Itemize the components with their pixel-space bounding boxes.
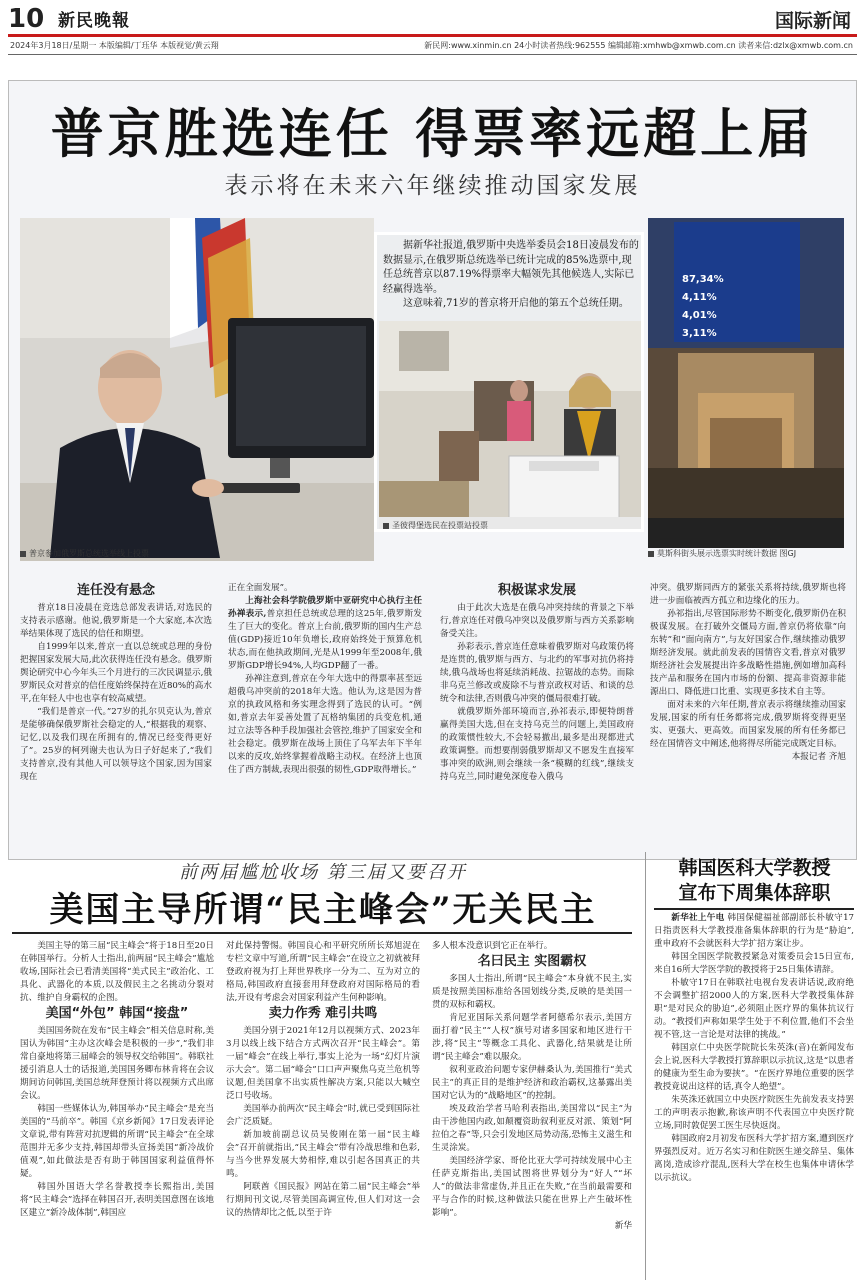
header-rule <box>8 34 857 37</box>
lead-column-2: 正在全面发展”。 上海社会科学院俄罗斯中亚研究中心执行主任孙禅表示,普京担任总统或总理的这25年,俄罗斯发生了巨大的变化。普京上台前,俄罗斯的国内生产总值(GDP)接近10年负增长,政府始终处于预算危机状态,而在他执政期间,光是从1999年至2008年,俄罗斯GDP增长94%,人均GDP翻了一番。 孙禅注意到,普京在今年大选中的得票率甚至远超俄乌冲突前的2018年大选。他认为,这是因为普京的执政风格和务实理念得到了选民的认可。“例如,普京去年妥善处置了瓦格纳集团的兵变危机,通过立法等各种手段加强社会管控,维护了国家安全和社会稳定。俄罗斯在战场上顶住了乌军去年下半年以来的反攻,始终掌握着战略主动权。在经济上也顶住了西方制裁,表现出很强的韧性,GDP取得增长。” <box>228 583 422 775</box>
section-heading-2: 积极谋求发展 <box>497 583 576 598</box>
story2-byline: 新华 <box>614 1221 632 1231</box>
polling-station-photo <box>379 321 641 531</box>
story2-column-3: 多人根本没意识到它正在举行。 名曰民主 实图霸权 多国人士指出,所谓“民主峰会”本身就不民主,实质是按照美国标准给各国划线分类,反映的是美国一贯的双标和霸权。 肯尼亚国际关系问题学者阿德希尔表示,美国方面打着“民主”“人权”旗号对诸多国家和地区进行干涉,将“民主”等概念工具化、武器化,结果就是让所谓“民主峰会”难以服众。 叙利亚政治问题专家伊赫桑认为,美国推行“美式民主”的真正目的是维护经济和政治霸权,这暴露出美国对它认为的“战略地区”的控制。 埃及政治学者马哈利表指出,美国常以“民主”为由干涉他国内政,如颠覆资助叙利亚反对派、策划“阿拉伯之春”等,只会引发地区局势动荡,恐怖主义滋生和生灵涂炭。 美国经济学家、哥伦比亚大学可持续发展中心主任萨克斯指出,美国试图将世界划分为“好人”“坏人”的做法非常虚伪,并且正在失败,“在当前最需要和平与合作的时候,这种做法只能在世界上产生破坏性影响”。 新华 <box>432 941 632 1231</box>
moscow-screen-photo <box>648 218 844 548</box>
story2-headline: 美国主导所谓“民主峰会”无关民主 <box>49 890 597 930</box>
story2-column-2: 对此保持警惕。韩国良心和平研究所所长郑旭浞在专栏文章中写道,所谓“民主峰会”在设立之初就被拜登政府视为打上拜世界秩序一分为二、互为对立的格局,韩国政府直接套用拜登政府对国际格局的看法,开设有考虑会对国家利益产生何种影响。 卖力作秀 难引共鸣 美国分别于2021年12月以视频方式、2023年3月以线上线下结合方式两次召开“民主峰会”。第一届“峰会”在线上举行,事实上沦为一场“幻灯片演示大会”。第二届“峰会”口口声声聚焦乌克兰危机等议题,但美国拿不出实质性解决方案,只能以大喊空泛口号收场。 美国举办前两次“民主峰会”时,就已受到国际社会广泛质疑。 新加坡前副总议员吴俊刚在第一届“民主峰会”召开前就指出,“民主峰会”带有冷战思维和色彩,与当今世界发展大势相悖,难以引起各国真正的共鸣。 阿联酋《国民报》网站在第二届“民主峰会”举行期间刊文说,尽管美国高调宣传,但人们对这一会议的热情却比之低,以至于许 <box>226 941 420 1218</box>
screen-result-3: 4,01% <box>682 310 717 321</box>
screen-result-4: 3,11% <box>682 328 717 339</box>
caption-right: 莫斯科街头展示选票实时统计数据 图GJ <box>648 548 796 559</box>
page-number: 10 <box>8 4 45 34</box>
story2-kicker: 前两届尴尬收场 第三届又要召开 <box>179 862 467 883</box>
story3-rule <box>654 908 854 910</box>
byline: 本报记者 齐旭 <box>791 752 846 762</box>
story2-section-2: 卖力作秀 难引共鸣 <box>268 1006 378 1021</box>
story3-headline: 韩国医科大学教授 宣布下周集体辞职 <box>678 857 831 904</box>
caption-left: 普京参加俄罗斯总统选举线上投票 <box>20 548 149 559</box>
lead-subheadline: 表示将在未来六年继续推动国家发展 <box>224 173 641 199</box>
screen-result-1: 87,34% <box>682 274 724 285</box>
section-heading-1: 连任没有悬念 <box>76 583 155 598</box>
story2-section-1: 美国“外包” 韩国“接盘” <box>45 1006 189 1021</box>
edition-meta: 2024年3月18日/星期一 本版编辑/丁珏华 本版视觉/黄云翔 <box>10 41 219 50</box>
section-title: 国际新闻 <box>774 10 851 32</box>
putin-voting-photo <box>20 218 374 561</box>
story3-column: 新华社上午电 韩国保健福祉部副部长朴敏守17日指责医科大学教授准备集体辞职的行为是“胁迫”,重申政府不会就医科大学扩招方案让步。 韩国全国医学院教授紧急对策委员会15日宣布,来自16所大学医学院的教授将于25日集体请辞。 朴敏守17日在韩联社电视台发表讲话说,政府绝不会调整扩招2000人的方案,医科大学教授集体辞职“是对民众的胁迫”,必须阻止医疗界的集体抗议行动。“教授们声称如果学生处于不利位置,他们不会坐视不管,这一言论是对法律的挑战。” 韩国京仁中央医学院院长朱英洙(音)在新闻发布会上说,医科大学教授打算辞职以示抗议,这是“以患者的健康为至生命为要挟”。“在医疗界地位重要的医学教授竟说出这样的话,真令人绝望”。 朱英洙还就国立中央医疗院医生先前发表支持罢工的声明表示抱歉,称该声明不代表国立中央医疗院立场,同时敦促罢工医生尽快返岗。 韩国政府2月初发布医科大学扩招方案,遭到医疗界强烈反对。近万名实习和住院医生递交辞呈、集体离岗,造成诊疗混乱,医科大学在校生也集体申请休学以示抗议。 <box>654 913 854 1183</box>
contact-meta: 新民网:www.xinmin.cn 24小时读者热线:962555 编辑邮箱:xmhwb@xmwb.com.cn 读者来信:dzlx@xmwb.com.cn <box>424 41 853 50</box>
masthead-logo: 新民晚報 <box>58 11 130 31</box>
screen-result-2: 4,11% <box>682 292 717 303</box>
lead-column-3: 积极谋求发展 由于此次大选是在俄乌冲突持续的背景之下举行,普京连任对俄乌冲突以及俄罗斯与西方关系影响备受关注。 孙彩表示,普京连任意味着俄罗斯对乌政策仍将是连贯的,俄罗斯与西方、与北约的军事对抗仍将持续,俄乌战场也将延续消耗战、拉锯战的态势。而除非乌克兰修改或废除不与普京政权对话、和谈的总统令和法律,否则俄乌冲突的僵局很难打破。 就俄罗斯外部环境而言,孙祁表示,即便特朗普赢得美国大选,但在支持乌克兰的问题上,美国政府的政策惯性较大,不会轻易撤出,最多是出现都进式政策调整。而想要削弱俄罗斯却又不愿发生直接军事冲突的欧洲,则会继续一条“模糊的红线”,继续支持乌克兰,同时避免深度卷入俄乌 <box>440 583 634 782</box>
lead-column-4: 冲突。俄罗斯同西方的紧张关系将持续,俄罗斯也将进一步面临被西方孤立和边缘化的压力。 孙祁指出,尽管国际形势不断变化,俄罗斯仍在积极谋发展。在打破外交僵局方面,普京仍将依靠“向东转”和“面向南方”,与友好国家合作,继续推动俄罗斯经济发展。就此前发表的国情咨文看,普京对俄罗斯经济社会发展提出许多战略性措施,例如增加高科技产品和服务在国内市场的份额、提高非资源非能源出口、降低进口比重、实现更多技术自主等。 面对未来的六年任期,普京表示将继续推动国家发展,国家的所有任务都将完成,俄罗斯将变得更坚实、更强大、更高效。而国家发展的所有任务都已经在国情咨文中阐述,他将得尽所能完成既定目标。 本报记者 齐旭 <box>650 583 846 762</box>
story2-column-1: 美国主导的第三届“民主峰会”将于18日至20日在韩国举行。分析人士指出,前两届“民主峰会”尴尬收场,国际社会已看清美国将“美式民主”政治化、工具化、武器化的本质,以及假民主之名挑动分裂对抗、维护自身霸权的企图。 美国“外包” 韩国“接盘” 美国国务院在发布“民主峰会”相关信息时称,美国认为韩国“主办这次峰会是积极的一步”,“我们非常自豪地将第三届峰会的领导权交给韩国”。韩联社援引消息人士的话报道,美国国务卿布林肯将在会议期间访问韩国,美国总统拜登预计将以视频方式出席会议。 韩国一些媒体认为,韩国举办“民主峰会”是充当美国的“马前卒”。韩国《京乡新闻》17日发表评论文章说,带有阵营对抗逻辑的所谓“民主峰会”在全球范围并无多少支持,韩国却带头宣扬美国“新冷战价值观”,如此做法是否有助于韩国国家利益值得怀疑。 韩国外国语大学名誉教授李长熙指出,美国将“民主峰会”选择在韩国召开,表明美国意图在该地区建立“新冷战体制”,韩国应 <box>20 941 214 1218</box>
story2-rule <box>12 932 632 934</box>
story2-section-3: 名曰民主 实图霸权 <box>477 954 587 969</box>
lead-paragraph: 据新华社报道,俄罗斯中央选举委员会18日凌晨发布的数据显示,在俄罗斯总统选举已统计完成的85%选票中,现任总统普京以87.19%得票率大幅领先其他候选人,实际已经赢得选举。 这意味着,71岁的普京将开启他的第五个总统任期。 <box>383 240 639 309</box>
column-divider <box>645 852 646 1280</box>
caption-mid: 圣彼得堡选民在投票站投票 <box>383 520 488 531</box>
meta-rule <box>8 54 857 55</box>
lead-inset-panel <box>374 232 644 532</box>
lead-column-1: 连任没有悬念 普京18日凌晨在竞选总部发表讲话,对选民的支持表示感谢。他说,俄罗斯是一个大家庭,本次选举结果体现了选民的信任和期望。 自1999年以来,普京一直以总统或总理的身份把握国家发展大局,此次获得连任没有悬念。俄罗斯舆论研究中心今年头三个月进行的三次民调显示,俄罗斯民众对普京的信任度始终保持在近80%的高水平,在年轻人中也也享有较高威望。 “我们是普京一代。”27岁的扎尔贝克认为,普京是能够确保俄罗斯社会稳定的人,“根据我的观察、记忆,以及我们现在所拥有的,情况已经变得更好了”。25岁的柯列谢夫也认为日子好起来了,“我们支持普京,没有其他人可以领导这个国家,因为国家现在 <box>20 583 212 782</box>
lead-headline: 普京胜选连任 得票率远超上届 <box>50 104 815 165</box>
